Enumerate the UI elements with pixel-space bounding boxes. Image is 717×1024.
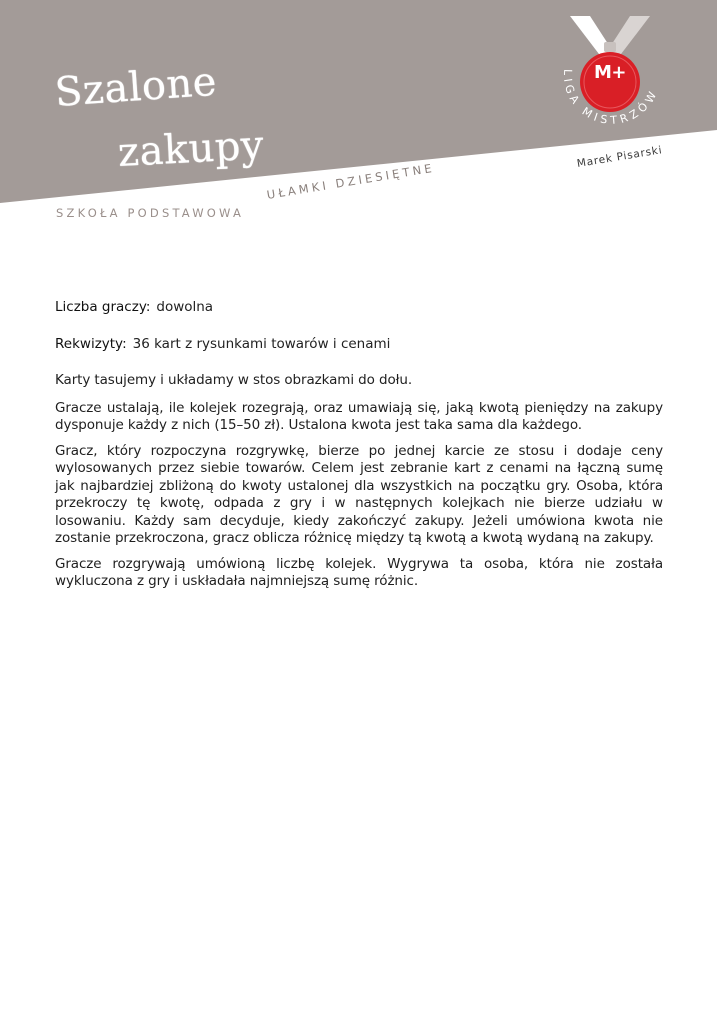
players-label: Liczba graczy: (55, 299, 151, 315)
props-field (55, 335, 663, 353)
svg-text:LIGA MISTRZÓW: LIGA MISTRZÓW (560, 68, 661, 127)
title-line-2: zakupy (116, 122, 266, 176)
title-line-1: Szalone (53, 58, 219, 116)
school-level-label: SZKOŁA PODSTAWOWA (56, 206, 245, 220)
author-name: Marek Pisarski (576, 144, 664, 170)
logo-badge-text: M+ (594, 62, 626, 83)
props-label: Rekwizyty: (55, 336, 127, 352)
logo-ring-text (540, 10, 680, 150)
paragraph: Gracze ustalają, ile kolejek rozegrają, oraz umawiają się, jaką kwotą pieniędzy na zakupy dysponuje każdy z nich (15–50 zł). Ustalona kwota jest taka sama dla każdego. (55, 399, 663, 433)
players-field (55, 298, 663, 316)
players-value: dowolna (156, 299, 214, 315)
rules-content (55, 298, 663, 599)
paragraph: Karty tasujemy i układamy w stos obrazkami do dołu. (55, 372, 413, 388)
props-value: 36 kart z rysunkami towarów i cenami (132, 336, 391, 352)
paragraph: Gracz, który rozpoczyna rozgrywkę, bierze po jednej karcie ze stosu i dodaje ceny wylosowanych przez siebie towarów. Celem jest zebranie kart z cenami na łączną sumę jak najbardziej zbliżoną do kwoty ustalonej dla wszystkich na początku gry. Osoba, która przekroczy tę kwotę, odpada z gry i w następnych kolejkach nie bierze udziału w losowaniu. Każdy sam decyduje, kiedy zakończyć zakupy. Jeżeli umówiona kwota nie zostanie przekroczona, gracz oblicza różnicę między tą kwotą a kwotą wydaną na zakupy. (55, 442, 663, 546)
paragraph: Gracze rozgrywają umówioną liczbę kolejek. Wygrywa ta osoba, która nie została wykluczona z gry i uskładała najmniejszą sumę różnic. (55, 555, 663, 589)
topic-label: UŁAMKI DZIESIĘTNE (265, 160, 436, 202)
